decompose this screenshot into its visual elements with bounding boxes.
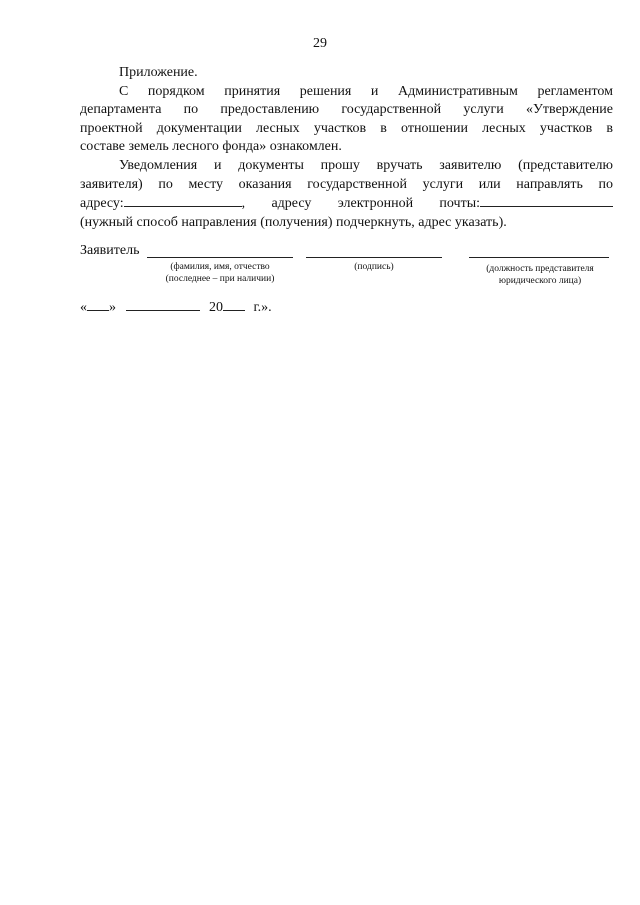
page-number: 29 [313,36,327,51]
paragraph1-line3: проектной документации лесных участков в отношении лесных участков в [80,120,613,136]
email-prefix: почты: [439,194,613,214]
paragraph2-line1: Уведомления и документы прошу вручать заявителю (представителю [119,157,613,173]
month-blank[interactable] [126,298,200,311]
appendix-label: Приложение. [119,65,198,80]
year-blank[interactable] [223,298,245,311]
address-blank[interactable] [124,194,242,207]
paragraph1-line1: С порядком принятия решения и Административным регламентом [119,83,613,99]
email-blank[interactable] [480,194,613,207]
paragraph2-line3 [80,194,613,214]
paragraph2-line4: (нужный способ направления (получения) подчеркнуть, адрес указать). [80,214,507,230]
email-word-2: электронной [337,196,414,212]
name-signature-line[interactable] [147,257,293,258]
email-word-1: адресу [271,196,312,212]
applicant-label: Заявитель [80,243,140,258]
paragraph1-line2: департамента по предоставлению государственной услуги «Утверждение [80,102,613,118]
sign-caption: (подпись) [354,262,394,272]
document-body [80,64,613,232]
date-line: « » 20 г.». [80,300,272,315]
signature-block [80,243,620,293]
day-blank[interactable] [87,298,109,311]
name-caption: (фамилия, имя, отчество (последнее – при наличии) [165,262,275,284]
position-signature-line[interactable] [469,257,609,258]
sign-signature-line[interactable] [306,257,442,258]
address-prefix: адресу: , [80,196,246,212]
position-caption: (должность представителя юридического лица) [486,264,594,286]
paragraph2-line2: заявителя) по месту оказания государственной услуги или направлять по [80,176,613,192]
paragraph1-line4: составе земель лесного фонда» ознакомлен. [80,139,342,155]
